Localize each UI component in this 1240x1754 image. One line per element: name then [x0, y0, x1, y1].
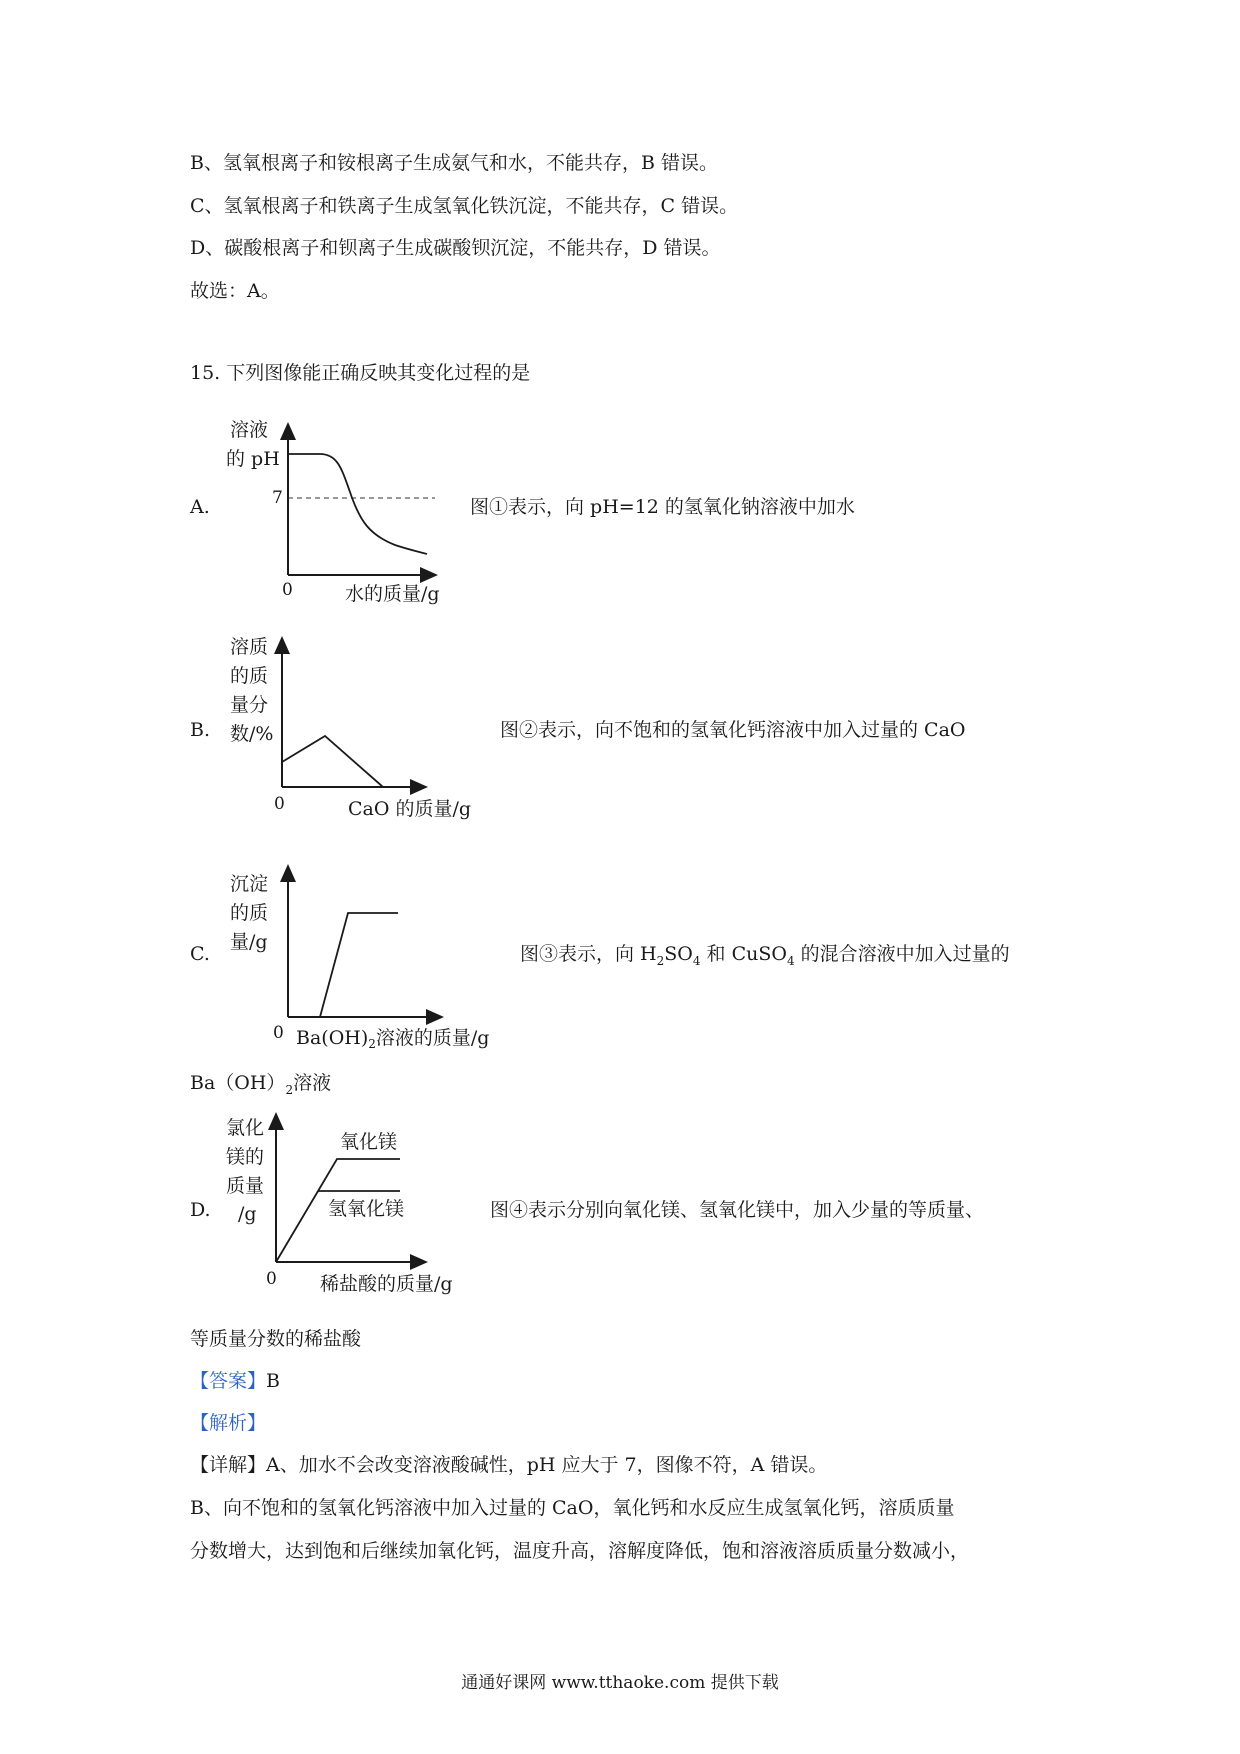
figure-b-ylabel-4: 数/% [230, 723, 274, 745]
figure-d-ylabel-4: /g [238, 1203, 257, 1225]
analysis-line-b: B、氢氧根离子和铵根离子生成氨气和水，不能共存，B 错误。 [190, 152, 718, 174]
option-a-label: A. [190, 496, 210, 518]
detail-line-b2: 分数增大，达到饱和后继续加氧化钙，温度升高，溶解度降低，饱和溶液溶质质量分数减小， [190, 1540, 970, 1562]
figure-a-xlabel: 水的质量/g [345, 583, 440, 605]
figure-b-ylabel-2: 的质 [230, 665, 269, 687]
figure-d-ylabel-3: 质量 [226, 1175, 265, 1197]
detail-line-b1: B、向不饱和的氢氧化钙溶液中加入过量的 CaO，氧化钙和水反应生成氢氧化钙，溶质质量 [190, 1497, 955, 1519]
option-c-label: C. [190, 943, 210, 965]
option-a-description: 图①表示，向 pH=12 的氢氧化钠溶液中加水 [470, 496, 855, 518]
option-c-description-cont: $Ba(OH)_2$溶液 [190, 1072, 332, 1097]
analysis-line-c: C、氢氧根离子和铁离子生成氢氧化铁沉淀，不能共存，C 错误。 [190, 195, 739, 217]
analysis-choice: 故选：A。 [190, 280, 280, 302]
option-c-description: 图③表示，向 $H_2SO_4$ 和 CuSO$_4$ 的混合溶液中加入过量的 [520, 943, 1010, 968]
answer-line [190, 1368, 280, 1394]
figure-d-xlabel: 稀盐酸的质量/g [320, 1273, 453, 1295]
figure-d-series-label-mgoh2: 氢氧化镁 [328, 1198, 405, 1220]
figure-a-ytick-7: 7 [272, 488, 283, 508]
figure-c-line [320, 913, 398, 1017]
option-b-description: 图②表示，向不饱和的氢氧化钙溶液中加入过量的 CaO [500, 719, 966, 741]
figure-d-series-label-mgo: 氧化镁 [340, 1131, 398, 1153]
figure-d-ylabel-1: 氯化 [226, 1117, 265, 1139]
figure-c-origin: 0 [273, 1023, 284, 1043]
figure-d-graph [220, 1110, 490, 1310]
answer-value: B [266, 1370, 280, 1392]
analysis-tag: 【解析】 [190, 1412, 267, 1434]
option-d-description: 图④表示分别向氧化镁、氢氧化镁中，加入少量的等质量、 [490, 1199, 985, 1221]
page-footer: 通通好课网 www.tthaoke.com 提供下载 [461, 1673, 779, 1693]
answer-tag: 【答案】 [190, 1370, 267, 1392]
question-title: 15. 下列图像能正确反映其变化过程的是 [190, 362, 531, 384]
figure-a-ylabel-2: 的 pH [226, 448, 280, 470]
figure-d-origin: 0 [266, 1269, 277, 1289]
analysis-line-d: D、碳酸根离子和钡离子生成碳酸钡沉淀，不能共存，D 错误。 [190, 237, 721, 259]
figure-d-ylabel-2: 镁的 [226, 1146, 265, 1168]
figure-c-xlabel: $Ba(OH)_2$溶液的质量/g [296, 1027, 490, 1051]
figure-c-ylabel-3: 量/g [230, 931, 268, 953]
figure-b-ylabel-3: 量分 [230, 694, 269, 716]
figure-a-curve [288, 454, 427, 554]
detail-line-a: 【详解】A、加水不会改变溶液酸碱性，pH 应大于 7，图像不符，A 错误。 [190, 1454, 828, 1476]
figure-a-ylabel-1: 溶液 [230, 419, 269, 441]
option-b-label: B. [190, 719, 211, 741]
figure-b-ylabel-1: 溶质 [230, 636, 269, 658]
figure-b-line [282, 736, 383, 787]
figure-a-origin: 0 [282, 580, 293, 600]
option-d-description-cont: 等质量分数的稀盐酸 [190, 1328, 362, 1350]
option-d-label: D. [190, 1199, 211, 1221]
figure-c-ylabel-1: 沉淀 [230, 873, 269, 895]
detail-tag: 【详解】 [190, 1454, 267, 1476]
figure-b-origin: 0 [274, 794, 285, 814]
figure-a-graph [220, 410, 460, 605]
figure-c-graph [220, 860, 520, 1060]
figure-c-ylabel-2: 的质 [230, 902, 269, 924]
figure-b-graph [220, 630, 490, 830]
figure-b-xlabel: CaO 的质量/g [348, 798, 472, 820]
